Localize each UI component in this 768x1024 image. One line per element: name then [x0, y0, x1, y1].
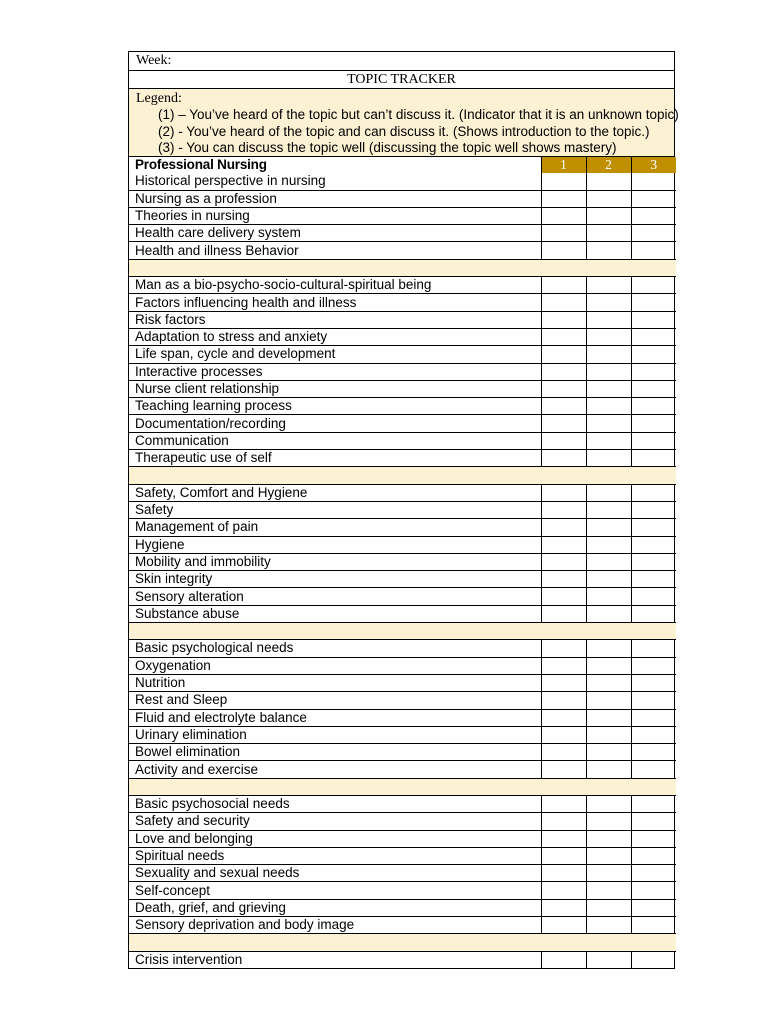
- rating-cell-3[interactable]: [631, 951, 676, 968]
- topic-label: Health and illness Behavior: [129, 242, 541, 259]
- rating-cell-3[interactable]: [631, 917, 676, 934]
- rating-cell-3[interactable]: [631, 899, 676, 916]
- rating-cell-3[interactable]: [631, 519, 676, 536]
- table-row: [129, 830, 676, 847]
- rating-cell-1[interactable]: [541, 692, 586, 709]
- rating-cell-1[interactable]: [541, 917, 586, 934]
- rating-cell-1[interactable]: [541, 294, 586, 311]
- topic-label: Self-concept: [129, 882, 541, 899]
- rating-cell-2[interactable]: [586, 865, 631, 882]
- rating-cell-2[interactable]: [586, 674, 631, 691]
- table-row: [129, 865, 676, 882]
- rating-cell-2[interactable]: [586, 899, 631, 916]
- table-row: [129, 726, 676, 743]
- separator-cell: [129, 778, 676, 795]
- topic-label: Nursing as a profession: [129, 190, 541, 207]
- rating-cell-2[interactable]: [586, 501, 631, 518]
- rating-cell-1[interactable]: [541, 813, 586, 830]
- rating-cell-3[interactable]: [631, 865, 676, 882]
- rating-cell-2[interactable]: [586, 207, 631, 224]
- topic-label: Death, grief, and grieving: [129, 899, 541, 916]
- topic-label: Skin integrity: [129, 571, 541, 588]
- rating-header-2: 2: [586, 157, 631, 173]
- section-header: Professional Nursing: [129, 157, 541, 173]
- topic-label: Interactive processes: [129, 363, 541, 380]
- rating-cell-2[interactable]: [586, 225, 631, 242]
- rating-cell-3[interactable]: [631, 346, 676, 363]
- rating-cell-3[interactable]: [631, 398, 676, 415]
- page-title: TOPIC TRACKER: [129, 71, 674, 89]
- rating-cell-3[interactable]: [631, 882, 676, 899]
- table-row: [129, 380, 676, 397]
- topic-label: Man as a bio-psycho-socio-cultural-spiritual being: [129, 277, 541, 294]
- topic-label: Basic psychosocial needs: [129, 795, 541, 812]
- rating-cell-3[interactable]: [631, 657, 676, 674]
- rating-cell-2[interactable]: [586, 363, 631, 380]
- topic-label: Safety, Comfort and Hygiene: [129, 484, 541, 501]
- rating-cell-3[interactable]: [631, 847, 676, 864]
- rating-cell-3[interactable]: [631, 553, 676, 570]
- table-row: [129, 744, 676, 761]
- rating-cell-3[interactable]: [631, 190, 676, 207]
- rating-cell-3[interactable]: [631, 242, 676, 259]
- rating-cell-3[interactable]: [631, 380, 676, 397]
- rating-cell-3[interactable]: [631, 328, 676, 345]
- table-row: [129, 501, 676, 518]
- table-row: [129, 242, 676, 259]
- table-row: [129, 294, 676, 311]
- rating-cell-2[interactable]: [586, 692, 631, 709]
- rating-cell-3[interactable]: [631, 744, 676, 761]
- rating-cell-1[interactable]: [541, 311, 586, 328]
- rating-cell-3[interactable]: [631, 692, 676, 709]
- rating-cell-1[interactable]: [541, 363, 586, 380]
- section-separator-row: [129, 778, 676, 795]
- rating-cell-1[interactable]: [541, 277, 586, 294]
- rating-cell-3[interactable]: [631, 726, 676, 743]
- rating-cell-1[interactable]: [541, 207, 586, 224]
- table-row: [129, 484, 676, 501]
- rating-cell-2[interactable]: [586, 761, 631, 778]
- topic-label: Substance abuse: [129, 605, 541, 622]
- rating-cell-2[interactable]: [586, 484, 631, 501]
- rating-cell-1[interactable]: [541, 657, 586, 674]
- rating-cell-3[interactable]: [631, 294, 676, 311]
- topic-label: Rest and Sleep: [129, 692, 541, 709]
- rating-header-1: 1: [541, 157, 586, 173]
- rating-cell-2[interactable]: [586, 744, 631, 761]
- separator-cell: [129, 623, 676, 640]
- rating-cell-1[interactable]: [541, 882, 586, 899]
- topic-label: Safety: [129, 501, 541, 518]
- rating-cell-2[interactable]: [586, 917, 631, 934]
- rating-cell-3[interactable]: [631, 674, 676, 691]
- rating-cell-3[interactable]: [631, 415, 676, 432]
- topic-table: [129, 157, 676, 968]
- rating-cell-2[interactable]: [586, 726, 631, 743]
- table-row: [129, 709, 676, 726]
- topic-label: Activity and exercise: [129, 761, 541, 778]
- table-row: [129, 432, 676, 449]
- table-header-row: [129, 157, 676, 173]
- rating-cell-1[interactable]: [541, 519, 586, 536]
- rating-cell-1[interactable]: [541, 553, 586, 570]
- table-row: [129, 657, 676, 674]
- rating-cell-1[interactable]: [541, 865, 586, 882]
- topic-label: Documentation/recording: [129, 415, 541, 432]
- rating-cell-2[interactable]: [586, 519, 631, 536]
- rating-cell-3[interactable]: [631, 830, 676, 847]
- section-separator-row: [129, 934, 676, 951]
- rating-cell-2[interactable]: [586, 328, 631, 345]
- rating-cell-2[interactable]: [586, 173, 631, 190]
- rating-cell-1[interactable]: [541, 484, 586, 501]
- rating-cell-2[interactable]: [586, 450, 631, 467]
- rating-cell-3[interactable]: [631, 588, 676, 605]
- rating-cell-2[interactable]: [586, 847, 631, 864]
- legend: [129, 89, 679, 157]
- table-row: [129, 553, 676, 570]
- rating-cell-2[interactable]: [586, 571, 631, 588]
- table-row: [129, 882, 676, 899]
- table-row: [129, 519, 676, 536]
- rating-cell-1[interactable]: [541, 951, 586, 968]
- topic-label: Mobility and immobility: [129, 553, 541, 570]
- rating-cell-2[interactable]: [586, 588, 631, 605]
- topic-label: Communication: [129, 432, 541, 449]
- rating-cell-3[interactable]: [631, 813, 676, 830]
- table-row: [129, 450, 676, 467]
- rating-cell-2[interactable]: [586, 640, 631, 657]
- rating-cell-1[interactable]: [541, 588, 586, 605]
- table-row: [129, 674, 676, 691]
- table-row: [129, 277, 676, 294]
- rating-cell-2[interactable]: [586, 536, 631, 553]
- topic-label: Fluid and electrolyte balance: [129, 709, 541, 726]
- rating-header-3: 3: [631, 157, 676, 173]
- topic-label: Crisis intervention: [129, 951, 541, 968]
- topic-label: Risk factors: [129, 311, 541, 328]
- legend-item-1: (1) – You’ve heard of the topic but can’t discuss it. (Indicator that it is an unknown topic): [158, 107, 679, 122]
- table-row: [129, 899, 676, 916]
- topic-label: Teaching learning process: [129, 398, 541, 415]
- rating-cell-1[interactable]: [541, 761, 586, 778]
- topic-label: Spiritual needs: [129, 847, 541, 864]
- table-row: [129, 847, 676, 864]
- topic-label: Love and belonging: [129, 830, 541, 847]
- rating-cell-2[interactable]: [586, 294, 631, 311]
- table-row: [129, 761, 676, 778]
- topic-label: Safety and security: [129, 813, 541, 830]
- section-separator-row: [129, 259, 676, 276]
- table-row: [129, 692, 676, 709]
- rating-cell-1[interactable]: [541, 571, 586, 588]
- table-row: [129, 190, 676, 207]
- rating-cell-1[interactable]: [541, 432, 586, 449]
- table-row: [129, 640, 676, 657]
- topic-label: Sensory deprivation and body image: [129, 917, 541, 934]
- table-row: [129, 951, 676, 968]
- rating-cell-1[interactable]: [541, 605, 586, 622]
- topic-label: Historical perspective in nursing: [129, 173, 541, 190]
- topic-label: Basic psychological needs: [129, 640, 541, 657]
- week-field[interactable]: [129, 52, 674, 71]
- rating-cell-3[interactable]: [631, 207, 676, 224]
- table-row: [129, 346, 676, 363]
- rating-cell-2[interactable]: [586, 380, 631, 397]
- rating-cell-2[interactable]: [586, 605, 631, 622]
- table-row: [129, 536, 676, 553]
- rating-cell-2[interactable]: [586, 553, 631, 570]
- rating-cell-3[interactable]: [631, 640, 676, 657]
- rating-cell-2[interactable]: [586, 432, 631, 449]
- topic-tracker-form: [128, 51, 679, 969]
- rating-cell-3[interactable]: [631, 173, 676, 190]
- rating-cell-1[interactable]: [541, 173, 586, 190]
- rating-cell-1[interactable]: [541, 415, 586, 432]
- rating-cell-1[interactable]: [541, 744, 586, 761]
- topic-label: Nutrition: [129, 674, 541, 691]
- table-row: [129, 813, 676, 830]
- rating-cell-2[interactable]: [586, 242, 631, 259]
- rating-cell-1[interactable]: [541, 346, 586, 363]
- table-row: [129, 311, 676, 328]
- rating-cell-2[interactable]: [586, 882, 631, 899]
- rating-cell-1[interactable]: [541, 450, 586, 467]
- legend-item-3: (3) - You can discuss the topic well (discussing the topic well shows mastery): [158, 140, 617, 155]
- topic-label: Hygiene: [129, 536, 541, 553]
- table-row: [129, 605, 676, 622]
- legend-item-2: (2) - You’ve heard of the topic and can discuss it. (Shows introduction to the topic.): [158, 123, 650, 139]
- rating-cell-1[interactable]: [541, 899, 586, 916]
- topic-label: Sensory alteration: [129, 588, 541, 605]
- rating-cell-1[interactable]: [541, 847, 586, 864]
- rating-cell-1[interactable]: [541, 795, 586, 812]
- separator-cell: [129, 467, 676, 484]
- topic-label: Factors influencing health and illness: [129, 294, 541, 311]
- topic-label: Management of pain: [129, 519, 541, 536]
- topic-label: Therapeutic use of self: [129, 450, 541, 467]
- rating-cell-2[interactable]: [586, 657, 631, 674]
- rating-cell-1[interactable]: [541, 242, 586, 259]
- rating-cell-1[interactable]: [541, 674, 586, 691]
- table-row: [129, 398, 676, 415]
- rating-cell-1[interactable]: [541, 225, 586, 242]
- rating-cell-1[interactable]: [541, 398, 586, 415]
- rating-cell-3[interactable]: [631, 605, 676, 622]
- separator-cell: [129, 934, 676, 951]
- rating-cell-2[interactable]: [586, 398, 631, 415]
- rating-cell-3[interactable]: [631, 795, 676, 812]
- rating-cell-3[interactable]: [631, 277, 676, 294]
- rating-cell-1[interactable]: [541, 190, 586, 207]
- table-row: [129, 328, 676, 345]
- topic-label: Nurse client relationship: [129, 380, 541, 397]
- rating-cell-2[interactable]: [586, 190, 631, 207]
- topic-label: Urinary elimination: [129, 726, 541, 743]
- table-row: [129, 363, 676, 380]
- topic-label: Oxygenation: [129, 657, 541, 674]
- rating-cell-3[interactable]: [631, 484, 676, 501]
- topic-label: Sexuality and sexual needs: [129, 865, 541, 882]
- table-row: [129, 173, 676, 190]
- rating-cell-2[interactable]: [586, 830, 631, 847]
- rating-cell-1[interactable]: [541, 726, 586, 743]
- rating-cell-2[interactable]: [586, 795, 631, 812]
- rating-cell-1[interactable]: [541, 501, 586, 518]
- rating-cell-2[interactable]: [586, 415, 631, 432]
- rating-cell-1[interactable]: [541, 640, 586, 657]
- rating-cell-2[interactable]: [586, 346, 631, 363]
- rating-cell-2[interactable]: [586, 311, 631, 328]
- topic-label: Life span, cycle and development: [129, 346, 541, 363]
- section-separator-row: [129, 467, 676, 484]
- rating-cell-1[interactable]: [541, 830, 586, 847]
- rating-cell-1[interactable]: [541, 536, 586, 553]
- rating-cell-3[interactable]: [631, 571, 676, 588]
- topic-label: Adaptation to stress and anxiety: [129, 328, 541, 345]
- topic-label: Theories in nursing: [129, 207, 541, 224]
- table-row: [129, 415, 676, 432]
- rating-cell-3[interactable]: [631, 501, 676, 518]
- table-row: [129, 225, 676, 242]
- rating-cell-2[interactable]: [586, 709, 631, 726]
- rating-cell-2[interactable]: [586, 951, 631, 968]
- rating-cell-1[interactable]: [541, 380, 586, 397]
- topic-label: Bowel elimination: [129, 744, 541, 761]
- rating-cell-3[interactable]: [631, 225, 676, 242]
- legend-title: Legend:: [136, 91, 182, 106]
- topic-label: Health care delivery system: [129, 225, 541, 242]
- rating-cell-1[interactable]: [541, 709, 586, 726]
- rating-cell-3[interactable]: [631, 311, 676, 328]
- rating-cell-3[interactable]: [631, 450, 676, 467]
- topic-rows: [129, 173, 676, 968]
- rating-cell-3[interactable]: [631, 432, 676, 449]
- rating-cell-1[interactable]: [541, 328, 586, 345]
- table-row: [129, 588, 676, 605]
- table-row: [129, 207, 676, 224]
- section-separator-row: [129, 623, 676, 640]
- rating-cell-3[interactable]: [631, 363, 676, 380]
- separator-cell: [129, 259, 676, 276]
- table-row: [129, 917, 676, 934]
- rating-cell-2[interactable]: [586, 813, 631, 830]
- table-row: [129, 795, 676, 812]
- rating-cell-3[interactable]: [631, 761, 676, 778]
- rating-cell-3[interactable]: [631, 536, 676, 553]
- rating-cell-3[interactable]: [631, 709, 676, 726]
- week-label: Week:: [136, 53, 172, 68]
- table-row: [129, 571, 676, 588]
- rating-cell-2[interactable]: [586, 277, 631, 294]
